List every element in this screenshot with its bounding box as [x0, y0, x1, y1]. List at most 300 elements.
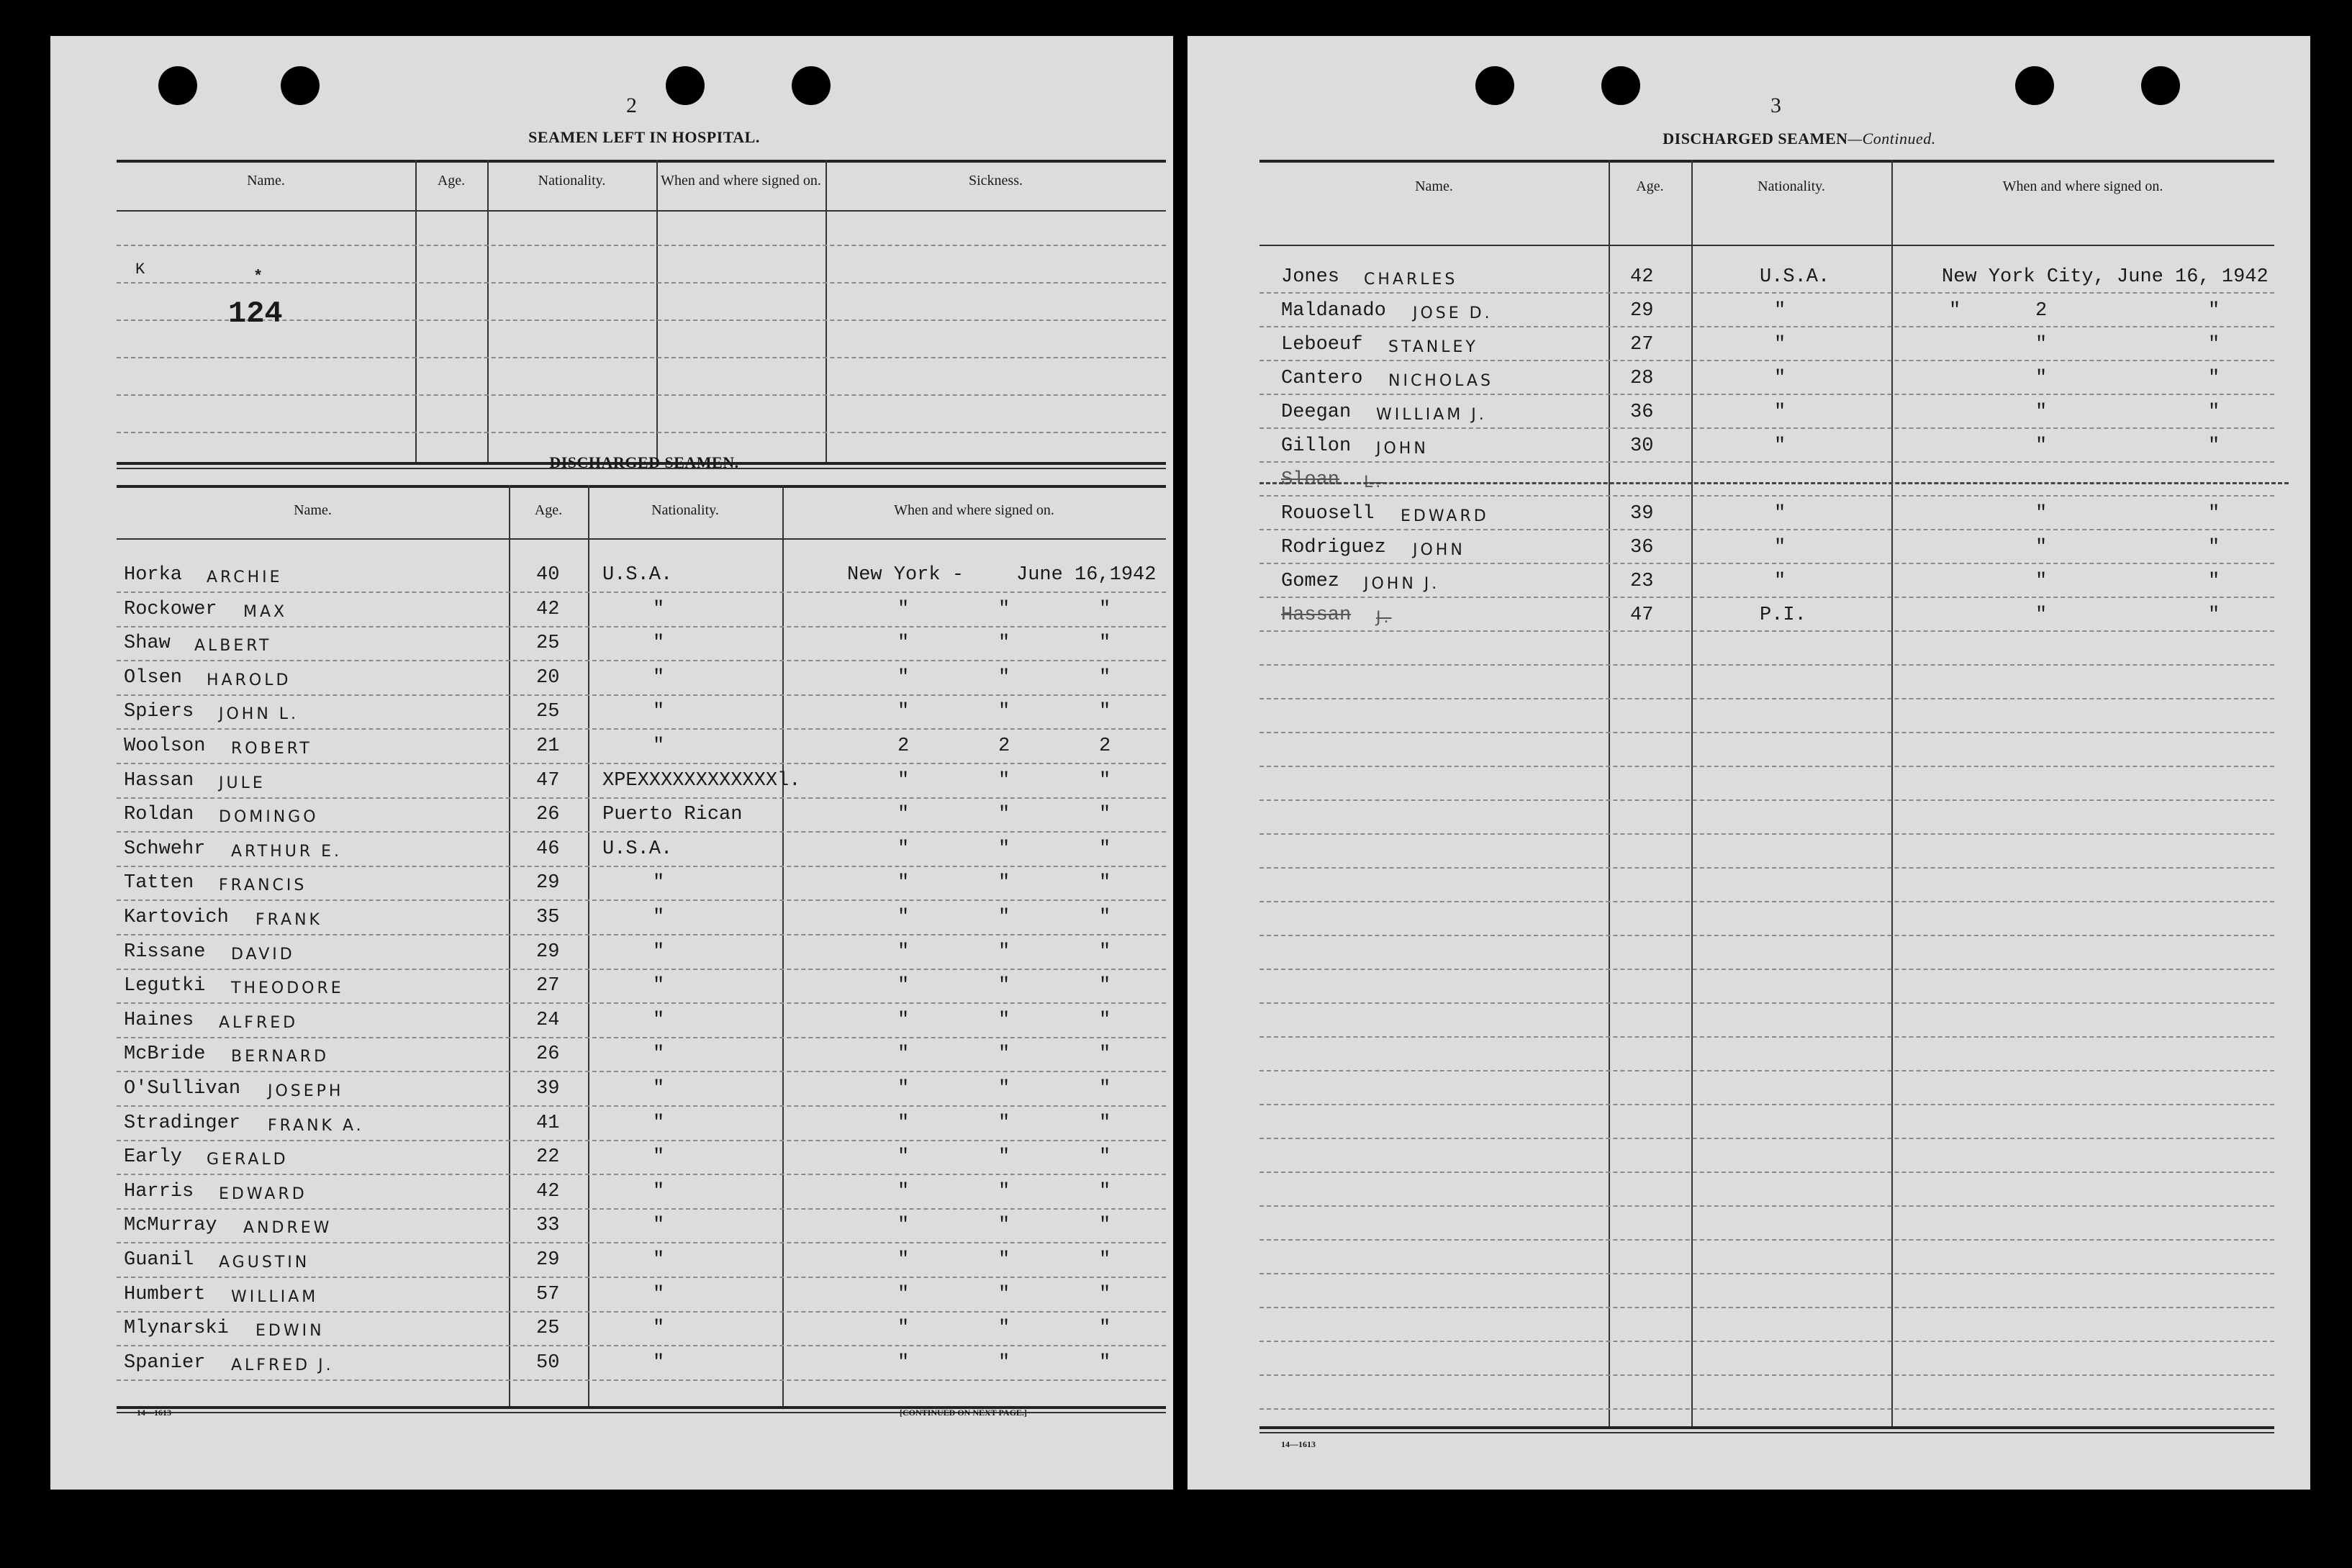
row-rule: [117, 1140, 1166, 1141]
row-rule: [1259, 563, 2274, 564]
seaman-given-name: FRANK: [255, 911, 322, 929]
seaman-nationality: ": [1774, 503, 1786, 525]
seaman-age: 47: [536, 769, 560, 792]
column-header: Age.: [437, 173, 466, 189]
seaman-given-name: JOHN: [1413, 541, 1465, 559]
seaman-nationality: ": [653, 1146, 665, 1169]
signed-on-ditto: ": [998, 666, 1010, 689]
signed-on-place: ": [897, 804, 910, 826]
signed-on-ditto: 2: [1099, 735, 1111, 757]
seaman-given-name: THEODORE: [231, 979, 344, 998]
continued-note: [CONTINUED ON NEXT PAGE.]: [900, 1408, 1027, 1418]
signed-on-place: ": [1949, 300, 1961, 322]
seaman-age: 50: [536, 1351, 560, 1374]
seaman-nationality: ": [653, 1283, 665, 1305]
seaman-surname: Woolson: [124, 735, 206, 757]
signed-on-place: ": [897, 633, 910, 655]
seaman-age: 40: [536, 564, 560, 586]
signed-on-ditto: ": [1099, 838, 1111, 860]
signed-on-place: ": [897, 907, 910, 928]
seaman-nationality: Puerto Rican: [602, 804, 743, 826]
row-rule: [117, 1277, 1166, 1278]
column-divider: [1891, 160, 1893, 1426]
seaman-given-name: JOHN J.: [1364, 575, 1440, 593]
seaman-given-name: FRANCIS: [219, 876, 307, 895]
signed-on-ditto: ": [1099, 598, 1111, 620]
seaman-nationality: P.I.: [1760, 604, 1806, 626]
row-rule: [117, 763, 1166, 764]
signed-on-ditto: ": [998, 1112, 1010, 1134]
seaman-age: 26: [536, 1043, 560, 1066]
punch-hole: [666, 66, 705, 105]
row-rule: [1259, 1172, 2274, 1173]
signed-on-place: ": [897, 1351, 910, 1374]
seaman-age: 25: [536, 701, 560, 723]
column-header: Nationality.: [538, 173, 606, 189]
seaman-surname: Maldanado: [1281, 300, 1386, 322]
seaman-nationality: ": [1774, 435, 1786, 457]
column-divider: [782, 485, 784, 1406]
signed-on-place: ": [897, 1318, 910, 1340]
seaman-nationality: ": [1774, 537, 1786, 558]
seaman-surname: Cantero: [1281, 368, 1363, 389]
seaman-given-name: JULE: [219, 774, 266, 792]
seaman-surname: Spanier: [124, 1351, 206, 1374]
row-rule: [1259, 461, 2274, 463]
punch-hole: [1475, 66, 1514, 105]
seaman-given-name: ALFRED J.: [231, 1356, 334, 1374]
punch-hole: [2141, 66, 2180, 105]
row-rule: [1259, 1341, 2274, 1342]
seaman-nationality: ": [1774, 334, 1786, 355]
row-rule: [117, 1071, 1166, 1072]
signed-on-place: ": [897, 598, 910, 620]
seaman-given-name: J.: [1376, 609, 1392, 627]
seaman-age: 39: [536, 1078, 560, 1100]
signed-on-ditto: ": [2035, 503, 2048, 525]
signed-on-place: ": [897, 1043, 910, 1066]
seaman-age: 36: [1630, 402, 1654, 423]
hospital-table: [117, 160, 1166, 469]
signed-on-ditto: ": [998, 1180, 1010, 1202]
row-rule: [1259, 766, 2274, 767]
seaman-age: 28: [1630, 368, 1654, 389]
column-header: Age.: [1636, 178, 1664, 194]
seaman-age: 41: [536, 1112, 560, 1134]
seaman-given-name: JOSE D.: [1413, 304, 1493, 322]
seaman-surname: Rouosell: [1281, 503, 1375, 525]
seaman-age: 22: [536, 1146, 560, 1169]
seaman-given-name: EDWARD: [219, 1184, 307, 1203]
row-rule: [1259, 799, 2274, 801]
seaman-given-name: HAROLD: [207, 671, 291, 689]
row-rule: [1259, 732, 2274, 733]
seaman-nationality: ": [653, 1318, 665, 1340]
signed-on-ditto: ": [998, 1146, 1010, 1169]
seaman-nationality: ": [653, 598, 665, 620]
seaman-nationality: U.S.A.: [1760, 266, 1830, 288]
signed-on-ditto: ": [1099, 941, 1111, 963]
seaman-surname: Deegan: [1281, 402, 1352, 423]
page-number: 3: [1770, 94, 1781, 117]
seaman-nationality: ": [653, 735, 665, 757]
seaman-surname: Stradinger: [124, 1112, 241, 1134]
seaman-surname: Hassan: [1281, 604, 1352, 626]
seaman-surname: Kartovich: [124, 907, 229, 928]
row-rule: [117, 934, 1166, 935]
signed-on-ditto: ": [2208, 368, 2220, 389]
seaman-nationality: ": [653, 872, 665, 894]
row-rule: [117, 899, 1166, 901]
row-rule: [1259, 630, 2274, 632]
seaman-nationality: ": [653, 1078, 665, 1100]
seaman-age: 42: [536, 1180, 560, 1202]
signed-on-ditto: ": [998, 1215, 1010, 1237]
signed-on-ditto: ": [998, 941, 1010, 963]
signed-on-ditto: ": [998, 1318, 1010, 1340]
left-page: [50, 36, 1173, 1490]
signed-on-place: New York -: [847, 564, 964, 586]
signed-on-ditto: 2: [998, 735, 1010, 757]
row-rule: [117, 1208, 1166, 1210]
signed-on-ditto: ": [2035, 571, 2048, 592]
seaman-nationality: ": [653, 941, 665, 963]
signed-on-place: New York City, June 16, 1942: [1942, 266, 2269, 288]
column-divider: [1609, 160, 1610, 1426]
row-rule: [117, 1345, 1166, 1346]
column-divider: [415, 160, 417, 462]
seaman-nationality: ": [653, 1009, 665, 1031]
column-divider: [509, 485, 510, 1406]
column-divider: [588, 485, 589, 1406]
row-rule: [1259, 1307, 2274, 1308]
signed-on-ditto: ": [998, 1351, 1010, 1374]
seaman-given-name: BERNARD: [231, 1048, 330, 1066]
row-rule: [117, 1311, 1166, 1313]
signed-on-place: ": [897, 1215, 910, 1237]
seaman-age: 29: [536, 1249, 560, 1271]
row-rule: [1259, 969, 2274, 970]
row-rule: [117, 394, 1166, 396]
seaman-surname: Tatten: [124, 872, 194, 894]
row-rule: [1259, 1273, 2274, 1274]
signed-on-ditto: ": [2208, 334, 2220, 355]
seaman-given-name: ARTHUR E.: [231, 842, 342, 861]
seaman-given-name: WILLIAM J.: [1376, 406, 1487, 424]
row-rule: [1259, 292, 2274, 294]
row-rule: [1259, 495, 2274, 497]
row-rule: [1259, 1374, 2274, 1376]
seaman-surname: Olsen: [124, 666, 183, 689]
seaman-surname: McMurray: [124, 1215, 217, 1237]
seaman-nationality: U.S.A.: [602, 838, 673, 860]
row-rule: [1259, 1239, 2274, 1241]
signed-on-ditto: ": [1099, 1351, 1111, 1374]
seaman-nationality: ": [653, 1351, 665, 1374]
signed-on-ditto: ": [1099, 804, 1111, 826]
seaman-given-name: CHARLES: [1364, 271, 1458, 289]
signed-on-ditto: ": [1099, 1283, 1111, 1305]
seaman-age: 27: [536, 975, 560, 997]
signed-on-ditto: ": [998, 701, 1010, 723]
signed-on-ditto: ": [1099, 1318, 1111, 1340]
signed-on-ditto: ": [1099, 1249, 1111, 1271]
seaman-age: 42: [1630, 266, 1654, 288]
signed-on-ditto: ": [1099, 701, 1111, 723]
seaman-given-name: AGUSTIN: [219, 1254, 310, 1272]
row-rule: [117, 1174, 1166, 1175]
signed-on-ditto: ": [1099, 1215, 1111, 1237]
signed-on-ditto: ": [2035, 435, 2048, 457]
signed-on-ditto: ": [998, 1283, 1010, 1305]
seaman-nationality: ": [653, 1249, 665, 1271]
seaman-surname: Horka: [124, 564, 183, 586]
signed-on-place: 2: [897, 735, 910, 757]
signed-on-ditto: ": [2035, 604, 2048, 626]
seaman-surname: Shaw: [124, 633, 171, 655]
signed-on-ditto: ": [2035, 334, 2048, 355]
signed-on-ditto: ": [2208, 537, 2220, 558]
seaman-age: 57: [536, 1283, 560, 1305]
seaman-given-name: FRANK A.: [268, 1116, 364, 1135]
discharged-title: DISCHARGED SEAMEN.: [549, 453, 739, 471]
seaman-surname: McBride: [124, 1043, 206, 1066]
seaman-given-name: MAX: [243, 602, 288, 621]
signed-on-ditto: ": [1099, 1009, 1111, 1031]
form-number: 14—1613: [137, 1408, 171, 1418]
signed-on-ditto: ": [1099, 907, 1111, 928]
column-header: Name.: [1415, 178, 1453, 194]
seaman-nationality: U.S.A.: [602, 564, 673, 586]
seaman-surname: Gomez: [1281, 571, 1340, 592]
right-page: [1188, 36, 2310, 1490]
continued-title: [1511, 130, 2087, 148]
seaman-nationality: ": [1774, 571, 1786, 592]
signed-on-ditto: ": [1099, 975, 1111, 997]
signed-on-place: ": [897, 838, 910, 860]
row-rule: [1259, 1036, 2274, 1038]
signed-on-ditto: ": [998, 1009, 1010, 1031]
signed-on-place: ": [897, 1283, 910, 1305]
seaman-surname: O'Sullivan: [124, 1078, 241, 1100]
seaman-age: 23: [1630, 571, 1654, 592]
hospital-title: SEAMEN LEFT IN HOSPITAL.: [528, 128, 760, 146]
signed-on-ditto: ": [998, 1043, 1010, 1066]
row-rule: [117, 626, 1166, 627]
seaman-nationality: ": [653, 633, 665, 655]
seaman-given-name: JOSEPH: [268, 1082, 344, 1100]
row-rule: [117, 797, 1166, 799]
row-rule: [117, 1037, 1166, 1038]
signed-on-place: ": [897, 1009, 910, 1031]
seaman-surname: Schwehr: [124, 838, 206, 860]
row-rule: [117, 1105, 1166, 1107]
seaman-given-name: ARCHIE: [207, 568, 283, 586]
seaman-age: 33: [536, 1215, 560, 1237]
seaman-surname: Gillon: [1281, 435, 1352, 457]
seaman-nationality: ": [653, 666, 665, 689]
seaman-surname: Rissane: [124, 941, 206, 963]
seaman-nationality: ": [653, 975, 665, 997]
signed-on-ditto: ": [2035, 537, 2048, 558]
punch-hole: [158, 66, 197, 105]
seaman-nationality: ": [653, 907, 665, 928]
signed-on-ditto: ": [998, 975, 1010, 997]
seaman-given-name: GERALD: [207, 1151, 289, 1169]
seaman-surname: Leboeuf: [1281, 334, 1363, 355]
row-rule: [1259, 360, 2274, 361]
signed-on-ditto: ": [1099, 872, 1111, 894]
row-rule: [117, 245, 1166, 246]
row-rule: [1259, 529, 2274, 530]
signed-on-date: June 16,1942: [1016, 564, 1157, 586]
signed-on-place: ": [897, 1249, 910, 1271]
column-header: When and where signed on.: [661, 173, 821, 189]
signed-on-ditto: ": [2035, 368, 2048, 389]
seaman-surname: Roldan: [124, 804, 194, 826]
seaman-given-name: JOHN L.: [219, 705, 299, 724]
seaman-given-name: L.: [1364, 473, 1384, 491]
row-rule: [117, 1002, 1166, 1004]
row-rule: [1259, 1408, 2274, 1410]
seaman-surname: Legutki: [124, 975, 206, 997]
seaman-surname: Spiers: [124, 701, 194, 723]
row-rule: [1259, 1138, 2274, 1139]
signed-on-place: ": [897, 1146, 910, 1169]
row-rule: [117, 866, 1166, 867]
signed-on-ditto: ": [2208, 503, 2220, 525]
signed-on-ditto: ": [998, 1249, 1010, 1271]
row-rule: [1259, 867, 2274, 869]
signed-on-place: ": [897, 1112, 910, 1134]
seaman-nationality: ": [1774, 402, 1786, 423]
seaman-given-name: ALBERT: [194, 637, 272, 656]
row-rule: [117, 969, 1166, 970]
seaman-given-name: EDWARD: [1401, 507, 1489, 525]
column-header: Name.: [294, 502, 332, 518]
seaman-nationality: ": [653, 1180, 665, 1202]
hospital-mark: 124: [228, 296, 283, 331]
row-rule: [117, 1379, 1166, 1381]
column-header: Nationality.: [1758, 178, 1825, 194]
seaman-given-name: DAVID: [231, 945, 295, 964]
seaman-age: 25: [536, 633, 560, 655]
signed-on-place: ": [897, 941, 910, 963]
seaman-given-name: ROBERT: [231, 740, 312, 758]
seaman-nationality: ": [653, 701, 665, 723]
form-number: 14—1613: [1281, 1439, 1316, 1449]
seaman-age: 35: [536, 907, 560, 928]
signed-on-ditto: ": [2208, 571, 2220, 592]
punch-hole: [792, 66, 831, 105]
row-rule: [1259, 1205, 2274, 1207]
signed-on-place: ": [897, 872, 910, 894]
row-rule: [1259, 394, 2274, 395]
punch-hole: [1601, 66, 1640, 105]
row-rule: [1259, 597, 2274, 598]
seaman-nationality: ": [653, 1112, 665, 1134]
hospital-mark: K: [135, 260, 145, 278]
punch-hole: [281, 66, 320, 105]
seaman-surname: Mlynarski: [124, 1318, 229, 1340]
seaman-given-name: EDWIN: [255, 1322, 325, 1341]
seaman-age: 39: [1630, 503, 1654, 525]
signed-on-ditto: ": [2208, 435, 2220, 457]
signed-on-ditto: ": [1099, 1043, 1111, 1066]
seaman-surname: Guanil: [124, 1249, 194, 1271]
signed-on-ditto: ": [2035, 402, 2048, 423]
signed-on-ditto: ": [998, 872, 1010, 894]
signed-on-place: ": [897, 1078, 910, 1100]
seaman-nationality: ": [653, 1215, 665, 1237]
seaman-surname: Rockower: [124, 598, 217, 620]
seaman-surname: Jones: [1281, 266, 1340, 288]
discharged-table: [117, 485, 1166, 1413]
column-header: When and where signed on.: [894, 502, 1054, 518]
signed-on-ditto: ": [998, 769, 1010, 792]
row-rule: [1259, 664, 2274, 666]
seaman-surname: Rodriguez: [1281, 537, 1386, 558]
row-rule: [1259, 901, 2274, 902]
seaman-given-name: NICHOLAS: [1388, 372, 1493, 390]
signed-on-ditto: ": [998, 804, 1010, 826]
column-header: Name.: [247, 173, 285, 189]
seaman-nationality: XPEXXXXXXXXXXXXl.: [602, 769, 801, 792]
signed-on-ditto: ": [1099, 769, 1111, 792]
seaman-surname: Early: [124, 1146, 183, 1169]
signed-on-ditto: ": [1099, 1146, 1111, 1169]
seaman-given-name: STANLEY: [1388, 338, 1478, 356]
signed-on-ditto: ": [998, 907, 1010, 928]
seaman-age: 25: [536, 1318, 560, 1340]
signed-on-place: ": [897, 769, 910, 792]
row-rule: [117, 660, 1166, 661]
row-rule: [1259, 427, 2274, 429]
seaman-nationality: ": [1774, 368, 1786, 389]
row-rule: [1259, 698, 2274, 699]
row-rule: [117, 694, 1166, 696]
row-rule: [1259, 1104, 2274, 1105]
column-header: Nationality.: [651, 502, 719, 518]
row-rule: [1259, 1002, 2274, 1004]
seaman-age: 30: [1630, 435, 1654, 457]
seaman-nationality: ": [653, 1043, 665, 1066]
signed-on-place: ": [897, 1180, 910, 1202]
seaman-given-name: WILLIAM: [231, 1287, 319, 1306]
seaman-surname: Humbert: [124, 1283, 206, 1305]
seaman-age: 24: [536, 1009, 560, 1031]
seaman-given-name: ALFRED: [219, 1013, 299, 1032]
seaman-age: 20: [536, 666, 560, 689]
signed-on-ditto: ": [998, 838, 1010, 860]
row-rule: [117, 432, 1166, 433]
seaman-age: 29: [1630, 300, 1654, 322]
signed-on-ditto: ": [1099, 1180, 1111, 1202]
column-header: Age.: [534, 502, 563, 518]
hospital-mark: *: [253, 268, 263, 286]
row-rule: [117, 1242, 1166, 1243]
column-divider: [656, 160, 658, 462]
signed-on-ditto: ": [1099, 666, 1111, 689]
continued-title-suffix: —Continued.: [1847, 130, 1936, 148]
signed-on-place: ": [897, 666, 910, 689]
signed-on-place: ": [897, 975, 910, 997]
row-rule: [1259, 833, 2274, 835]
row-rule: [117, 728, 1166, 730]
column-header: When and where signed on.: [2002, 178, 2163, 194]
signed-on-ditto: ": [1099, 633, 1111, 655]
signed-on-ditto: ": [2208, 604, 2220, 626]
